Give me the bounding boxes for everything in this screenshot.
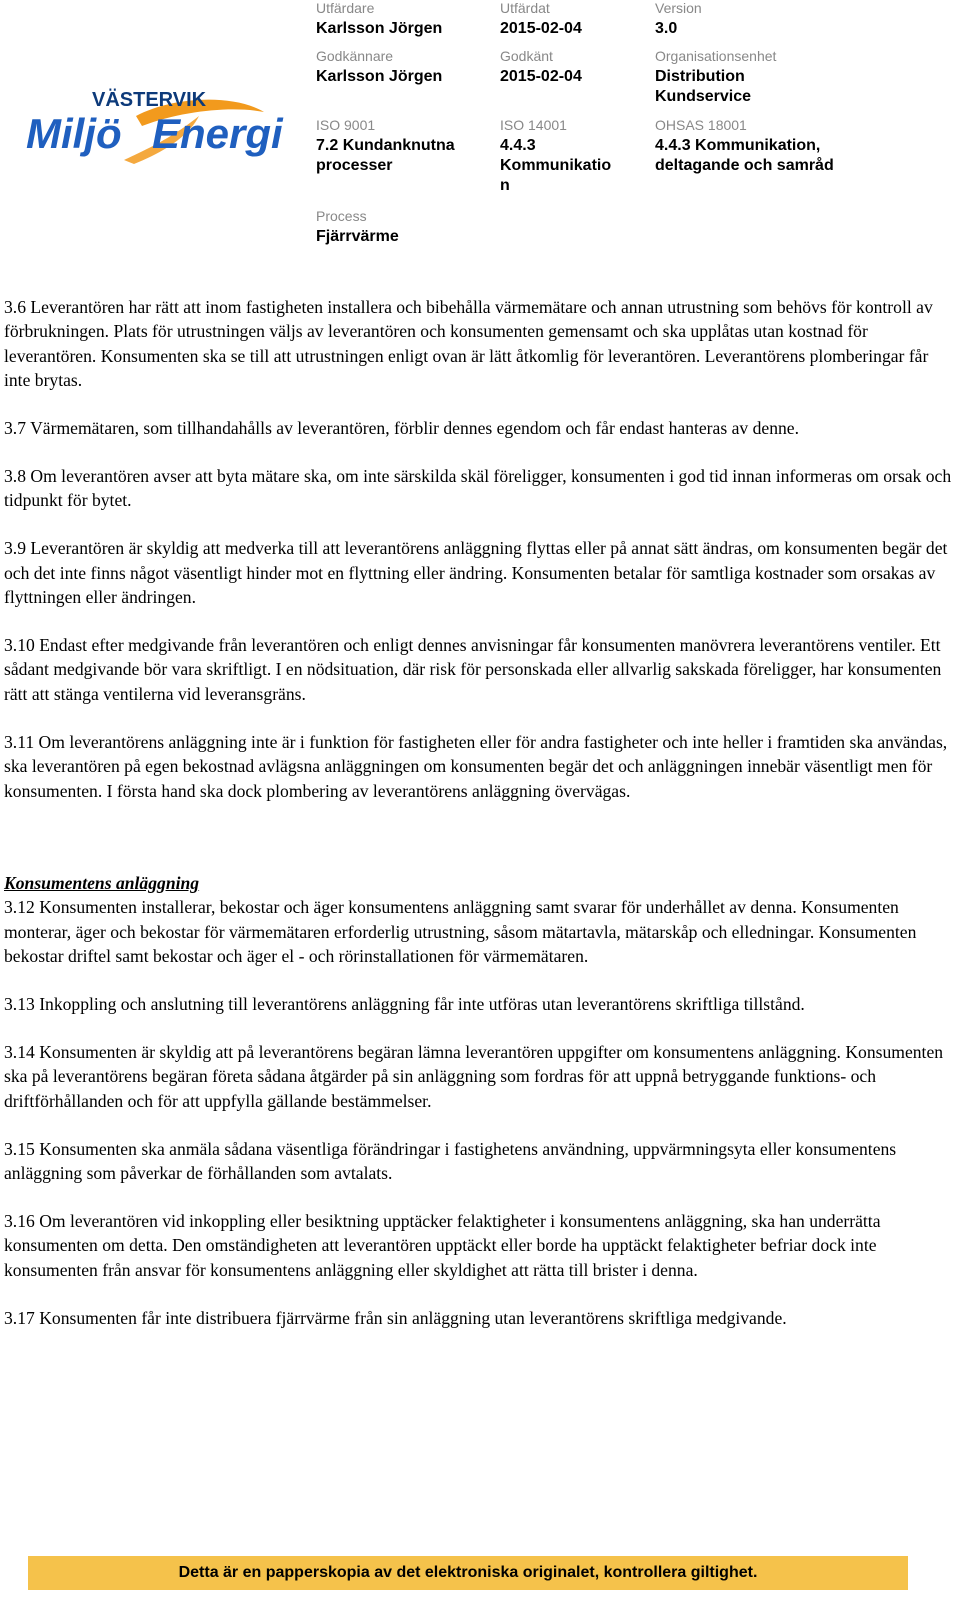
meta-value: 3.0 [655,20,678,37]
paragraph-3-6: 3.6 Leverantören har rätt att inom fastigheten installera och bibehålla värmemätare och annan utrustning som behövs för kontroll av förbrukningen. Plats för utrustningen väljs av leverantören och konsumenten gemensamt och ska upplåtas utan kostnad för leverantören. Konsumenten ska se till att utrustningen enligt ovan är lätt åtkomlig för leverantören. Leverantörens plomberingar får inte brytas. [4,297,933,391]
paragraph-3-17: 3.17 Konsumenten får inte distribuera fjärrvärme från sin anläggning utan leverantörens skriftliga medgivande. [4,1307,787,1328]
paragraph-3-8: 3.8 Om leverantören avser att byta mätare ska, om inte särskilda skäl föreligger, konsumenten i god tid innan informeras om orsak och tidpunkt för bytet. [4,466,952,511]
document-header [0,0,960,270]
meta-godkannare [316,48,442,87]
meta-label: Godkännare [316,48,394,64]
meta-ohsas18001 [655,117,834,176]
meta-value: n [500,177,510,194]
logo-line1: VÄSTERVIK [92,89,207,111]
meta-utfardat [500,0,582,39]
document-body [4,295,956,1354]
meta-value: Kommunikatio [500,157,612,174]
meta-label: ISO 14001 [500,117,567,133]
meta-value: 2015-02-04 [500,68,582,85]
meta-version [655,0,702,39]
meta-value: 4.4.3 [500,137,536,154]
meta-value: 2015-02-04 [500,20,582,37]
meta-value: 4.4.3 Kommunikation, [655,137,821,154]
meta-value: 7.2 Kundanknutna [316,137,455,154]
meta-value: Fjärrvärme [316,228,399,245]
paper-copy-notice [28,1556,908,1590]
meta-label: Version [655,0,702,16]
meta-organisationsenhet [655,48,776,107]
company-logo [24,86,304,176]
paragraph-3-9: 3.9 Leverantören är skyldig att medverka till att leverantörens anläggning flyttas eller på annat sätt ändras, om konsumenten begär det och det inte finns något väsentligt hinder mot en flyttning eller ändring. Konsumenten betalar för samtliga kostnader som orsakas av flyttningen eller ändringen. [4,538,948,608]
meta-label: OHSAS 18001 [655,117,747,133]
vastervik-miljoenergi-logo [24,86,304,176]
meta-value: Karlsson Jörgen [316,20,443,37]
meta-iso9001 [316,117,455,176]
meta-utfardare [316,0,442,39]
paragraph-3-15: 3.15 Konsumenten ska anmäla sådana väsentliga förändringar i fastighetens användning, uppvärmningsyta eller konsumentens anläggning som påverkar de förhållanden som avtalats. [4,1138,897,1184]
meta-label: Godkänt [500,48,553,64]
meta-godkant [500,48,582,87]
meta-process [316,208,399,247]
meta-label: Organisationsenhet [655,48,777,64]
paragraph-3-13: 3.13 Inkoppling och anslutning till leverantörens anläggning får inte utföras utan leverantörens skriftliga tillstånd. [4,994,805,1015]
logo-word-miljo: Miljö [26,110,122,157]
meta-label: Process [316,208,367,224]
section-heading: Konsumentens anläggning [4,873,200,893]
meta-value: Distribution [655,68,745,85]
paragraph-3-14: 3.14 Konsumenten är skyldig att på leverantörens begäran lämna leverantören uppgifter om konsumentens anläggning. Konsumenten ska på leverantörens begäran företa sådana åtgärder på sin anläggning som fordras för att uppnå betryggande funktions- och driftförhållanden och för att uppfylla gällande bestämmelser. [4,1042,944,1111]
meta-label: ISO 9001 [316,117,376,133]
meta-label: Utfärdat [500,0,550,16]
meta-value: processer [316,157,393,174]
paragraph-3-11: 3.11 Om leverantörens anläggning inte är i funktion för fastigheten eller för andra fastigheter och inte heller i framtiden ska användas, ska leverantören på egen bekostnad avlägsna anläggningen om konsumenten begär det och anläggningen innebär väsentligt men för konsumenten. I första hand ska dock plombering av leverantörens anläggning övervägas. [4,731,948,801]
meta-value: deltagande och samråd [655,157,834,174]
meta-value: Karlsson Jörgen [316,68,443,85]
section-konsumentens-anlaggning [4,871,956,1330]
meta-value: Kundservice [655,88,752,105]
paragraph-3-16: 3.16 Om leverantören vid inkoppling eller besiktning upptäcker felaktigheter i konsumentens anläggning, ska han underrätta konsumenten om detta. Den omständigheten att leverantören upptäckt eller borde ha upptäckt felaktigheter befriar dock inte konsumenten från ansvar för konsumentens anläggning eller skyldighet att rätta till brister i denna. [4,1211,881,1280]
logo-word-energi: Energi [152,110,283,157]
meta-iso14001 [500,117,611,196]
meta-label: Utfärdare [316,0,375,16]
paragraph-3-7: 3.7 Värmemätaren, som tillhandahålls av leverantören, förblir dennes egendom och får endast hanteras av denne. [4,418,800,439]
paragraph-3-10: 3.10 Endast efter medgivande från leverantören och enligt dennes anvisningar får konsumenten manövrera leverantörens ventiler. Ett sådant medgivande bör vara skriftligt. I en nödsituation, där risk för personskada eller allvarlig sakskada föreligger, har konsumenten rätt att stänga ventilerna vid leveransgräns. [4,635,942,704]
paper-copy-notice-text: Detta är en papperskopia av det elektroniska originalet, kontrollera giltighet. [178,1564,758,1581]
paragraph-3-12: 3.12 Konsumenten installerar, bekostar och äger konsumentens anläggning samt svarar för underhållet av denna. Konsumenten monterar, äger och bekostar för värmemätaren erforderlig utrustning, såsom mätartavla, mätarskåp och elledningar. Konsumenten bekostar driftel samt bekostar och äger el - och rörinstallationen för värmemätaren. [4,897,917,967]
